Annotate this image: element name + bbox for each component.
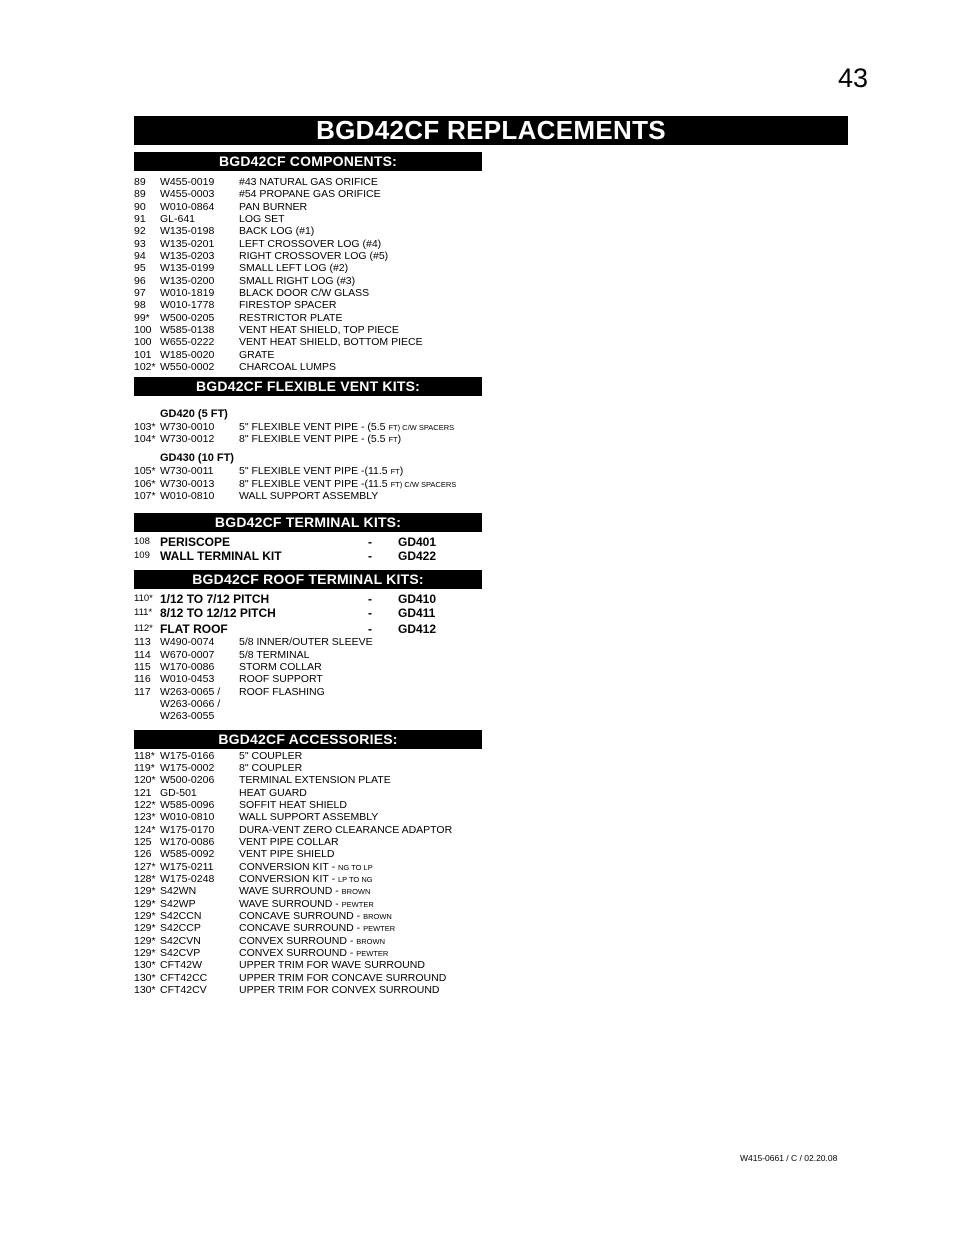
part-number: S42WP <box>160 897 196 910</box>
part-number: W175-0170 <box>160 823 215 836</box>
part-number: W550-0002 <box>160 361 215 374</box>
description-text: 8" FLEXIBLE VENT PIPE - (5.5 <box>239 432 389 445</box>
part-description: 5" COUPLER <box>239 749 303 762</box>
part-number: S42CVP <box>160 947 201 960</box>
terminal-kits-list <box>134 535 482 563</box>
part-number: W135-0201 <box>160 237 215 250</box>
item-number: 125 <box>134 836 152 849</box>
part-description: VENT PIPE SHIELD <box>239 848 335 861</box>
description-note: FT <box>390 467 400 477</box>
item-number: 96 <box>134 274 146 287</box>
item-number: 114 <box>134 648 151 661</box>
list-item <box>134 710 482 722</box>
roof-kits-heading: BGD42CF ROOF TERMINAL KITS: <box>134 570 482 589</box>
item-number: 130* <box>134 959 156 972</box>
part-description: SMALL LEFT LOG (#2) <box>239 262 349 275</box>
part-description: DURA-VENT ZERO CLEARANCE ADAPTOR <box>239 823 453 836</box>
list-item <box>134 324 482 336</box>
item-number: 108 <box>134 536 150 548</box>
list-item <box>134 465 482 477</box>
part-description: BLACK DOOR C/W GLASS <box>239 287 370 300</box>
kit-dash: - <box>368 549 372 564</box>
description-text: CONVEX SURROUND - <box>239 947 357 960</box>
part-description: RIGHT CROSSOVER LOG (#5) <box>239 250 389 263</box>
description-note: PEWTER <box>341 899 374 909</box>
list-item <box>134 848 482 860</box>
page-number: 43 <box>838 63 869 93</box>
part-description: LEFT CROSSOVER LOG (#4) <box>239 237 382 250</box>
description-text: WAVE SURROUND - <box>239 897 342 910</box>
part-description: LOG SET <box>239 213 285 226</box>
description-end: ) <box>397 432 402 445</box>
item-number: 129* <box>134 885 156 898</box>
item-number: 107* <box>134 489 156 502</box>
part-description <box>239 465 403 478</box>
components-list <box>134 176 482 374</box>
part-number: W455-0019 <box>160 176 215 188</box>
part-description: UPPER TRIM FOR CONCAVE SURROUND <box>239 971 447 984</box>
part-description: VENT PIPE COLLAR <box>239 836 339 849</box>
part-number: W175-0211 <box>160 860 214 873</box>
part-number: W730-0013 <box>160 477 215 490</box>
part-number: W170-0086 <box>160 836 215 849</box>
kit-code: GD401 <box>398 535 437 550</box>
parts-list <box>134 152 482 997</box>
part-number: W010-1778 <box>160 299 215 312</box>
list-item <box>134 421 482 433</box>
list-item <box>134 972 482 984</box>
part-number: W263-0055 <box>160 710 215 723</box>
kit-name: 8/12 TO 12/12 PITCH <box>160 606 276 621</box>
item-number: 129* <box>134 910 156 923</box>
item-number: 130* <box>134 971 156 984</box>
list-item <box>134 824 482 836</box>
description-note: FT <box>388 434 398 444</box>
part-description <box>239 861 373 874</box>
part-number: W500-0205 <box>160 311 215 324</box>
list-item <box>134 649 482 661</box>
part-description <box>239 947 388 960</box>
description-note: LP TO NG <box>338 875 373 885</box>
list-item <box>134 885 482 897</box>
description-text: CONVEX SURROUND - <box>239 934 357 947</box>
kit-row <box>134 535 482 549</box>
part-description <box>239 922 395 935</box>
list-item <box>134 686 482 698</box>
item-number: 104* <box>134 432 156 445</box>
part-number: W010-0810 <box>160 489 215 502</box>
item-number: 117 <box>134 685 151 698</box>
item-number: 115 <box>134 660 151 673</box>
part-number: W500-0206 <box>160 774 215 787</box>
part-description: TERMINAL EXTENSION PLATE <box>239 774 391 787</box>
item-number: 91 <box>134 213 146 226</box>
part-description: 5/8 TERMINAL <box>239 648 310 661</box>
part-number: W135-0199 <box>160 262 215 275</box>
part-description <box>239 873 373 886</box>
item-number: 89 <box>134 188 146 201</box>
item-number: 129* <box>134 922 156 935</box>
part-number: S42WN <box>160 885 197 898</box>
list-item <box>134 799 482 811</box>
part-number: W010-0864 <box>160 200 215 213</box>
part-number: W455-0003 <box>160 188 215 201</box>
description-note: PEWTER <box>363 924 396 934</box>
item-number: 94 <box>134 250 146 263</box>
item-number: 122* <box>134 799 156 811</box>
roof-kits-list <box>134 592 482 636</box>
kit-gd420-list <box>134 421 482 446</box>
part-description <box>239 421 454 434</box>
list-item <box>134 201 482 213</box>
kit-dash: - <box>368 622 372 637</box>
kit-gd430-list <box>134 465 482 502</box>
part-description <box>239 935 385 948</box>
list-item <box>134 898 482 910</box>
part-number: GD-501 <box>160 786 197 799</box>
kit-code: GD411 <box>398 606 436 621</box>
item-number: 116 <box>134 673 151 686</box>
part-description: HEAT GUARD <box>239 786 307 799</box>
kit-code: GD412 <box>398 622 437 637</box>
list-item <box>134 661 482 673</box>
components-heading: BGD42CF COMPONENTS: <box>134 152 482 171</box>
part-number: W010-0810 <box>160 811 215 824</box>
list-item <box>134 336 482 348</box>
part-number: W585-0138 <box>160 324 215 337</box>
list-item <box>134 188 482 200</box>
part-description: FIRESTOP SPACER <box>239 299 337 312</box>
description-note: FT) C/W SPACERS <box>388 422 455 432</box>
part-description: VENT HEAT SHIELD, TOP PIECE <box>239 324 399 337</box>
item-number: 110* <box>134 593 153 605</box>
kit-name: 1/12 TO 7/12 PITCH <box>160 592 270 607</box>
item-number: 126 <box>134 848 152 861</box>
kit-dash: - <box>368 606 372 621</box>
description-note: NG TO LP <box>338 862 373 872</box>
part-description: UPPER TRIM FOR WAVE SURROUND <box>239 959 425 972</box>
description-note: BROWN <box>363 912 392 922</box>
part-description <box>239 478 456 491</box>
part-number: W010-0453 <box>160 673 215 686</box>
part-number: W585-0092 <box>160 848 215 861</box>
item-number: 129* <box>134 897 156 910</box>
part-number: W135-0198 <box>160 225 215 238</box>
list-item <box>134 490 482 502</box>
kit-code: GD422 <box>398 549 437 564</box>
item-number: 120* <box>134 774 156 787</box>
part-number: CFT42W <box>160 959 202 972</box>
part-number: W175-0248 <box>160 873 215 886</box>
part-number: W185-0020 <box>160 348 215 361</box>
item-number: 105* <box>134 465 156 478</box>
item-number: 100 <box>134 336 152 349</box>
part-description: ROOF FLASHING <box>239 685 325 698</box>
kit-row <box>134 622 482 636</box>
description-text: CONVERSION KIT - <box>239 873 338 886</box>
part-number: W263-0066 / <box>160 697 221 710</box>
kit-row <box>134 592 482 606</box>
description-note: BROWN <box>341 887 371 897</box>
item-number: 98 <box>134 299 146 312</box>
part-description: BACK LOG (#1) <box>239 225 315 238</box>
item-number: 113 <box>134 636 151 649</box>
kit-dash: - <box>368 535 372 550</box>
terminal-kits-heading: BGD42CF TERMINAL KITS: <box>134 513 482 532</box>
kit-dash: - <box>368 592 372 607</box>
part-description: UPPER TRIM FOR CONVEX SURROUND <box>239 984 440 997</box>
part-number: W730-0010 <box>160 420 215 433</box>
list-item <box>134 922 482 934</box>
item-number: 112* <box>134 623 153 635</box>
list-item <box>134 984 482 996</box>
description-note: BROWN <box>356 936 386 946</box>
kit-row <box>134 549 482 563</box>
list-item <box>134 836 482 848</box>
list-item <box>134 478 482 490</box>
item-number: 129* <box>134 934 156 947</box>
part-description: #43 NATURAL GAS ORIFICE <box>239 176 378 188</box>
part-description: WALL SUPPORT ASSEMBLY <box>239 811 379 824</box>
part-description: #54 PROPANE GAS ORIFICE <box>239 188 381 201</box>
part-description: SMALL RIGHT LOG (#3) <box>239 274 356 287</box>
part-number: W175-0002 <box>160 761 215 774</box>
part-number: S42CCN <box>160 910 202 923</box>
item-number: 129* <box>134 947 156 960</box>
description-text: CONVERSION KIT - <box>239 860 338 873</box>
list-item <box>134 262 482 274</box>
part-number: W490-0074 <box>160 636 215 649</box>
item-number: 128* <box>134 873 156 886</box>
part-number: CFT42CV <box>160 984 207 997</box>
part-description: STORM COLLAR <box>239 660 322 673</box>
part-number: W263-0065 / <box>160 685 221 698</box>
list-item <box>134 238 482 250</box>
list-item <box>134 312 482 324</box>
item-number: 118* <box>134 749 155 762</box>
list-item <box>134 213 482 225</box>
kit-name: PERISCOPE <box>160 535 231 550</box>
item-number: 103* <box>134 420 156 433</box>
description-note: FT) C/W SPACERS <box>390 479 457 489</box>
part-number: W135-0200 <box>160 274 215 287</box>
item-number: 90 <box>134 200 146 213</box>
part-description: RESTRICTOR PLATE <box>239 311 343 324</box>
list-item <box>134 762 482 774</box>
part-description <box>239 898 374 911</box>
list-item <box>134 433 482 445</box>
item-number: 100 <box>134 324 152 337</box>
list-item <box>134 910 482 922</box>
list-item <box>134 811 482 823</box>
document-code: W415-0661 / C / 02.20.08 <box>740 1153 838 1163</box>
item-number: 101 <box>134 348 152 361</box>
description-text: CONCAVE SURROUND - <box>239 910 364 923</box>
part-number: W135-0203 <box>160 250 215 263</box>
kit-row <box>134 606 482 620</box>
flex-vent-heading: BGD42CF FLEXIBLE VENT KITS: <box>134 377 482 396</box>
kit-gd430-heading: GD430 (10 FT) <box>160 452 234 465</box>
kit-name: WALL TERMINAL KIT <box>160 549 282 564</box>
kit-code: GD410 <box>398 592 437 607</box>
description-note: PEWTER <box>356 949 389 959</box>
description-text: 5" FLEXIBLE VENT PIPE -(11.5 <box>239 465 391 478</box>
item-number: 99* <box>134 311 150 324</box>
part-description: WALL SUPPORT ASSEMBLY <box>239 489 379 502</box>
item-number: 127* <box>134 860 156 873</box>
part-description: PAN BURNER <box>239 200 308 213</box>
part-number: W010-1819 <box>160 287 215 300</box>
part-number: CFT42CC <box>160 971 208 984</box>
description-text: 8" FLEXIBLE VENT PIPE -(11.5 <box>239 477 391 490</box>
item-number: 97 <box>134 287 146 300</box>
part-description <box>239 885 370 898</box>
part-number: W670-0007 <box>160 648 215 661</box>
part-description: 8" COUPLER <box>239 761 303 774</box>
list-item <box>134 287 482 299</box>
part-number: W585-0096 <box>160 799 215 811</box>
part-description: ROOF SUPPORT <box>239 673 323 686</box>
part-description: GRATE <box>239 348 275 361</box>
part-number: W730-0011 <box>160 465 214 478</box>
item-number: 102* <box>134 361 156 374</box>
part-description: SOFFIT HEAT SHIELD <box>239 799 347 811</box>
item-number: 124* <box>134 823 156 836</box>
part-number: W175-0166 <box>160 749 215 762</box>
list-item <box>134 947 482 959</box>
list-item <box>134 361 482 373</box>
list-item <box>134 299 482 311</box>
item-number: 95 <box>134 262 146 275</box>
item-number: 109 <box>134 550 150 562</box>
list-item <box>134 861 482 873</box>
item-number: 119* <box>134 761 155 774</box>
list-item <box>134 176 482 188</box>
part-description <box>239 433 401 446</box>
list-item <box>134 959 482 971</box>
item-number: 121 <box>134 786 152 799</box>
list-item <box>134 275 482 287</box>
description-text: CONCAVE SURROUND - <box>239 922 364 935</box>
list-item <box>134 935 482 947</box>
list-item <box>134 225 482 237</box>
list-item <box>134 873 482 885</box>
kit-gd420-heading: GD420 (5 FT) <box>160 407 228 420</box>
part-number: W655-0222 <box>160 336 215 349</box>
part-number: S42CCP <box>160 922 201 935</box>
list-item <box>134 673 482 685</box>
item-number: 123* <box>134 811 156 824</box>
list-item <box>134 698 482 710</box>
item-number: 89 <box>134 176 146 188</box>
description-text: WAVE SURROUND - <box>239 885 342 898</box>
roof-parts-list <box>134 636 482 722</box>
part-description: VENT HEAT SHIELD, BOTTOM PIECE <box>239 336 423 349</box>
part-description: CHARCOAL LUMPS <box>239 361 337 374</box>
list-item <box>134 787 482 799</box>
list-item <box>134 636 482 648</box>
kit-name: FLAT ROOF <box>160 622 228 637</box>
item-number: 92 <box>134 225 146 238</box>
part-number: S42CVN <box>160 934 201 947</box>
part-number: W730-0012 <box>160 432 215 445</box>
part-description <box>239 910 392 923</box>
list-item <box>134 774 482 786</box>
item-number: 111* <box>134 607 153 619</box>
item-number: 130* <box>134 984 156 997</box>
list-item <box>134 250 482 262</box>
item-number: 106* <box>134 477 156 490</box>
description-end: ) <box>399 465 404 478</box>
part-description: 5/8 INNER/OUTER SLEEVE <box>239 636 373 649</box>
list-item <box>134 750 482 762</box>
accessories-list <box>134 750 482 997</box>
item-number: 93 <box>134 237 146 250</box>
accessories-heading: BGD42CF ACCESSORIES: <box>134 730 482 749</box>
part-number: W170-0086 <box>160 660 215 673</box>
page-title: BGD42CF REPLACEMENTS <box>134 116 848 145</box>
description-text: 5" FLEXIBLE VENT PIPE - (5.5 <box>239 420 389 433</box>
part-number: GL-641 <box>160 213 196 226</box>
list-item <box>134 349 482 361</box>
